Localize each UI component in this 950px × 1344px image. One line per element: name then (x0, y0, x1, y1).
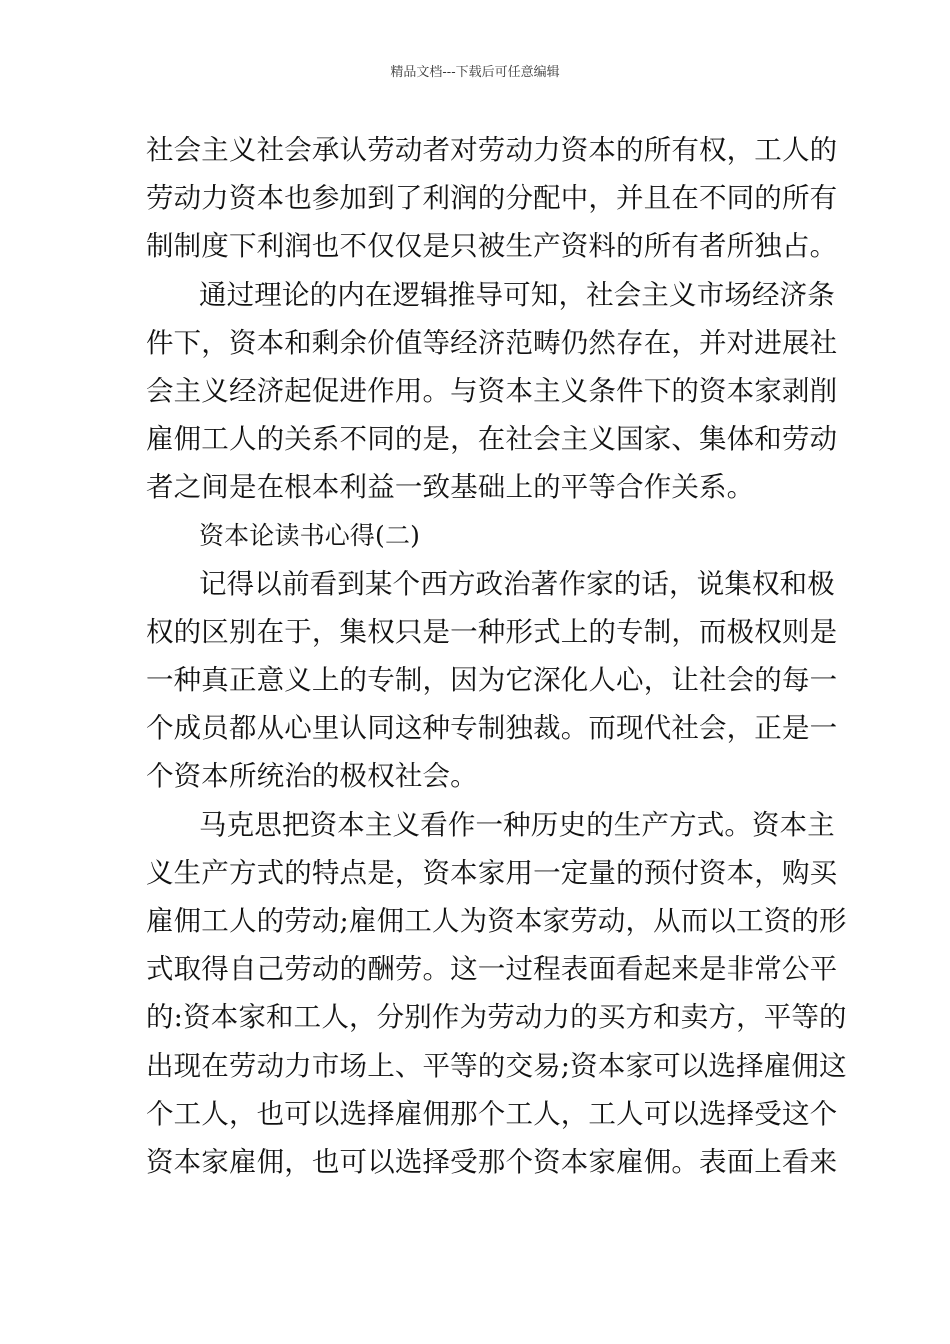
page-header: 精品文档---下载后可任意编辑 (390, 65, 560, 80)
paragraph-first-line: 记得以前看到某个西方政治著作家的话，说集权和极 (199, 567, 835, 600)
paragraph-first-line: 马克思把资本主义看作一种历史的生产方式。资本主 (199, 808, 835, 841)
document-body (146, 126, 847, 1186)
text-line: 义生产方式的特点是，资本家用一定量的预付资本，购买 (146, 856, 838, 889)
text-line: 雇佣工人的关系不同的是，在社会主义国家、集体和劳动 (146, 423, 838, 456)
text-line: 社会主义社会承认劳动者对劳动力资本的所有权，工人的 (146, 134, 838, 166)
text-line: 资本家雇佣，也可以选择受那个资本家雇佣。表面上看来 (146, 1145, 838, 1178)
text-line: 权的区别在于，集权只是一种形式上的专制，而极权则是 (146, 615, 838, 648)
text-line: 件下，资本和剩余价值等经济范畴仍然存在，并对进展社 (146, 326, 838, 359)
text-line: 出现在劳动力市场上、平等的交易;资本家可以选择雇佣这 (146, 1049, 847, 1082)
paragraph-first-line: 通过理论的内在逻辑推导可知，社会主义市场经济条 (199, 278, 835, 311)
text-line: 式取得自己劳动的酬劳。这一过程表面看起来是非常公平 (146, 953, 838, 986)
text-line: 一种真正意义上的专制，因为它深化人心，让社会的每一 (146, 664, 838, 697)
text-line: 劳动力资本也参加到了利润的分配中，并且在不同的所有 (146, 182, 838, 215)
section-heading: 资本论读书心得(二) (199, 520, 421, 550)
text-line: 个资本所统治的极权社会。 (146, 760, 478, 793)
text-line: 个成员都从心里认同这种专制独裁。而现代社会，正是一 (146, 712, 838, 745)
text-line: 会主义经济起促进作用。与资本主义条件下的资本家剥削 (146, 374, 838, 407)
text-line: 雇佣工人的劳动;雇佣工人为资本家劳动，从而以工资的形 (146, 905, 847, 937)
text-line: 个工人，也可以选择雇佣那个工人，工人可以选择受这个 (146, 1097, 838, 1130)
text-line: 的:资本家和工人，分别作为劳动力的买方和卖方，平等的 (146, 1001, 847, 1034)
text-line: 制制度下利润也不仅仅是只被生产资料的所有者所独占。 (146, 230, 838, 263)
text-line: 者之间是在根本利益一致基础上的平等合作关系。 (146, 471, 755, 504)
